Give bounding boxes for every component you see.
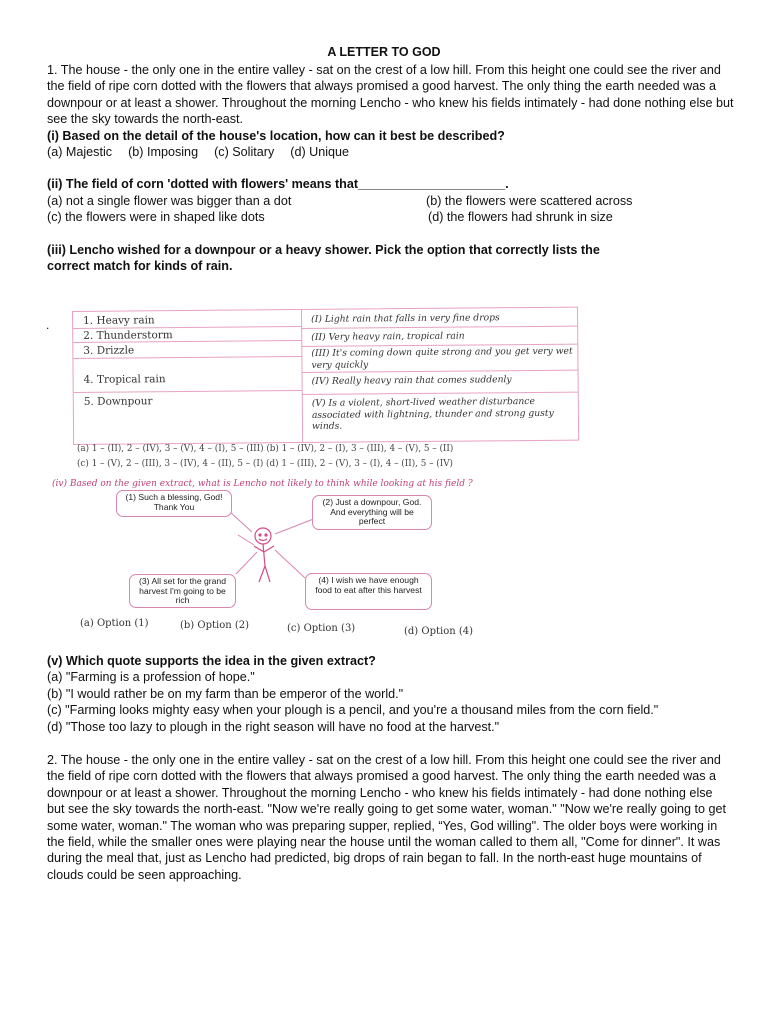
match-left-5: 5. Downpour: [83, 395, 153, 408]
q1-option-b: (b) Imposing: [128, 145, 199, 160]
q2-option-c: (c) the flowers were in shaped like dots: [47, 210, 265, 225]
q4-option-b: (b) Option (2): [180, 620, 250, 631]
match-answers-line-1: (a) 1 – (II), 2 – (IV), 3 – (V), 4 – (I), 5 – (III) (b) 1 – (IV), 2 – (I), 3 – (III), 4 – (V), 5 – (II): [77, 444, 454, 454]
match-right-1: (I) Light rain that falls in very fine drops: [311, 312, 500, 325]
passage-2: 2. The house - the only one in the entire valley - sat on the crest of a low hill. From this height one could see the river and the field of ripe corn dotted with the flowers that always promised a good harvest. The only thing the earth needed was a downpour or at least a shower. Throughout the morning Lencho - who knew his fields intimately - had done nothing else but see the sky towards the north-east. "Now we're really going to get some water, woman." "Now we're really going to get some water, woman." The woman who was preparing supper, replied, “Yes, God willing". The older boys were working in the field, while the smaller ones were playing near the house until the woman called to them all, "Come for dinner". It was during the meal that, just as Lencho had predicted, big drops of rain began to fall. In the north-east huge mountains of clouds could be seen approaching.: [47, 753, 727, 882]
thought-bubble-1: (1) Such a blessing, God! Thank You: [116, 490, 232, 517]
match-left-1: 1. Heavy rain: [83, 314, 155, 327]
q5-option-c: (c) "Farming looks mighty easy when your plough is a pencil, and you're a thousand miles from the corn field.": [47, 703, 659, 718]
match-right-2: (II) Very heavy rain, tropical rain: [311, 330, 465, 343]
q2-option-a: (a) not a single flower was bigger than a dot: [47, 193, 292, 208]
q1-option-d: (d) Unique: [290, 145, 350, 160]
question-5: (v) Which quote supports the idea in the given extract?: [47, 654, 376, 668]
match-right-4: (IV) Really heavy rain that comes suddenly: [311, 374, 512, 387]
match-right-3: (III) It's coming down quite strong and you get very wet very quickly: [311, 345, 573, 371]
person-figure-icon: [254, 528, 274, 582]
thought-bubble-3: (3) All set for the grand harvest I'm going to be rich: [129, 574, 236, 608]
match-right-5: (V) Is a violent, short-lived weather disturbance associated with lightning, thunder and strong gusty winds.: [311, 395, 554, 432]
q5-option-d: (d) "Those too lazy to plough in the right season will have no food at the harvest.": [47, 719, 500, 734]
match-left-4: 4. Tropical rain: [83, 373, 166, 386]
passage-1: 1. The house - the only one in the entire valley - sat on the crest of a low hill. From this height one could see the river and the field of ripe corn dotted with the flowers that always promised a good harvest. The only thing the earth needed was a downpour or at least a shower. Throughout the morning Lencho - who knew his fields intimately - had done nothing else but see the sky towards the north-east.: [47, 63, 734, 127]
question-3-line-1: (iii) Lencho wished for a downpour or a heavy shower. Pick the option that correctly lists the: [47, 242, 600, 257]
q1-option-c: (c) Solitary: [214, 145, 275, 160]
page-title: A LETTER TO GOD: [327, 45, 441, 59]
q5-option-b: (b) "I would rather be on my farm than be emperor of the world.": [47, 686, 404, 701]
question-1: (i) Based on the detail of the house's location, how can it best be described?: [47, 128, 505, 143]
match-left-2: 2. Thunderstorm: [83, 329, 173, 342]
q4-option-a: (a) Option (1): [80, 618, 149, 629]
q2-option-b: (b) the flowers were scattered across: [426, 193, 633, 208]
thought-bubble-4: (4) I wish we have enough food to eat after this harvest: [305, 573, 432, 610]
thought-bubble-2: (2) Just a downpour, God. And everything will be perfect: [312, 495, 432, 530]
match-left-3: 3. Drizzle: [83, 344, 135, 357]
bullet-dot: .: [46, 318, 50, 332]
q5-option-a: (a) "Farming is a profession of hope.": [47, 670, 255, 685]
q4-option-d: (d) Option (4): [404, 626, 474, 637]
q1-option-a: (a) Majestic: [47, 145, 113, 160]
q2-option-d: (d) the flowers had shrunk in size: [428, 210, 613, 225]
question-4: (iv) Based on the given extract, what is Lencho not likely to think while looking at his field ?: [52, 479, 473, 489]
question-2: (ii) The field of corn 'dotted with flowers' means that_____________________.: [47, 177, 509, 192]
match-answers-line-2: (c) 1 – (V), 2 – (III), 3 – (IV), 4 – (II), 5 – (I) (d) 1 – (III), 2 – (V), 3 – (I), 4 – (II), 5 – (IV): [77, 459, 453, 469]
question-5-block: [47, 653, 747, 735]
question-3-line-2: correct match for kinds of rain.: [47, 259, 233, 274]
q4-option-c: (c) Option (3): [287, 623, 356, 634]
